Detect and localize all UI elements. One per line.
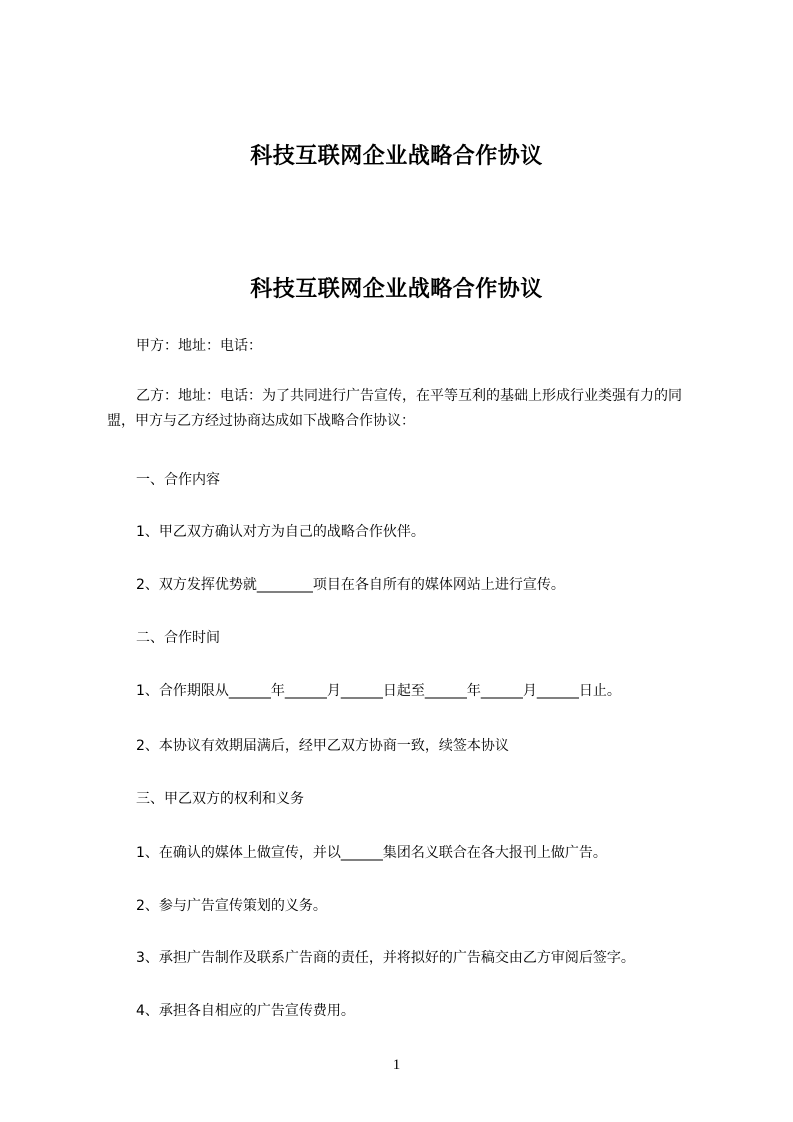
page-number: 1 xyxy=(392,1057,401,1073)
section1-heading: 一、合作内容 xyxy=(136,472,220,488)
main-title: 科技互联网企业战略合作协议 xyxy=(250,277,543,302)
section3-item2: 2、参与广告宣传策划的义务。 xyxy=(136,898,327,914)
party-b-intro: 乙方：地址：电话：为了共同进行广告宣传，在平等互利的基础上形成行业类强有力的同盟，甲方与乙方经过协商达成如下战略合作协议： xyxy=(107,388,682,429)
section1-item1: 1、甲乙双方确认对方为自己的战略合作伙伴。 xyxy=(136,524,425,540)
section3-heading: 三、甲乙双方的权利和义务 xyxy=(136,791,304,807)
section2-heading: 二、合作时间 xyxy=(136,630,220,646)
section2-item2: 2、本协议有效期届满后，经甲乙双方协商一致，续签本协议 xyxy=(136,738,509,754)
section2-item1: 1、合作期限从______年______月______日起至______年______月______日止。 xyxy=(136,683,621,699)
section3-item3: 3、承担广告制作及联系广告商的责任，并将拟好的广告稿交由乙方审阅后签字。 xyxy=(136,950,635,966)
party-a-line: 甲方：地址：电话： xyxy=(136,338,262,354)
section3-item4: 4、承担各自相应的广告宣传费用。 xyxy=(136,1003,355,1019)
section1-item2: 2、双方发挥优势就________项目在各自所有的媒体网站上进行宣传。 xyxy=(136,577,565,593)
header-title: 科技互联网企业战略合作协议 xyxy=(250,144,543,169)
section3-item1: 1、在确认的媒体上做宣传，并以______集团名义联合在各大报刊上做广告。 xyxy=(136,845,607,861)
